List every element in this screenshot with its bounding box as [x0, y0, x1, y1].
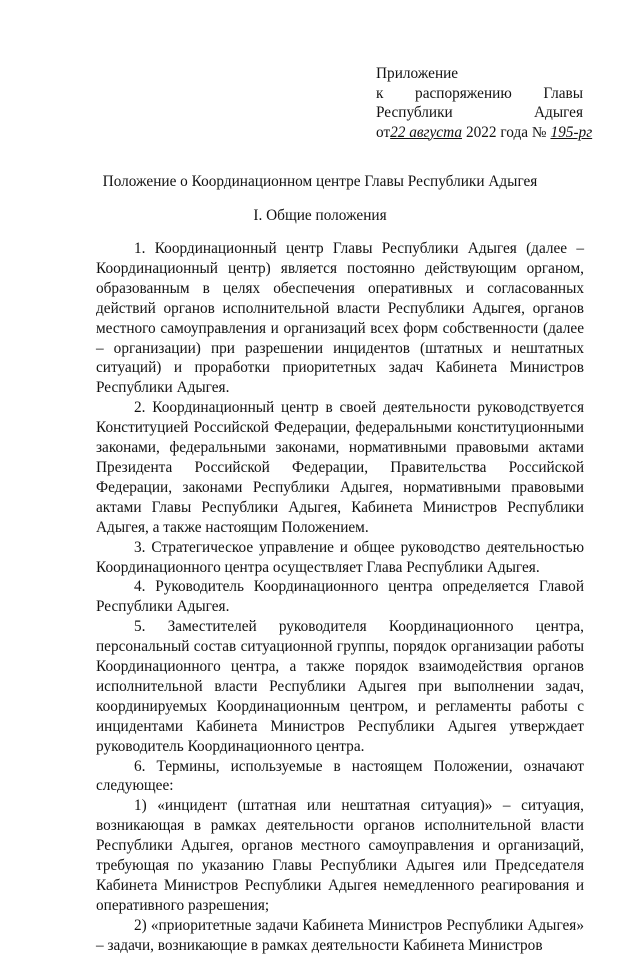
paragraph-6-item-1: 1) «инцидент (штатная или нештатная ситуация)» – ситуация, возникающая в рамках деятельности органов исполнительной власти Республики Адыгея, органов местного самоуправления и организаций, требующая по указанию Главы Республики Адыгея или Председателя Кабинета Министров Республики Адыгея немедленного реагирования и оперативного разрешения;	[96, 797, 584, 914]
appendix-line-3	[376, 103, 583, 123]
paragraph-2: 2. Координационный центр в своей деятельности руководствуется Конституцией Российской Федерации, федеральными конституционными законами, федеральными законами, нормативными правовыми актами Президента Российской Федерации, Правительства Российской Федерации, законами Республики Адыгея, нормативными правовыми актами Главы Республики Адыгея, Кабинета Министров Республики Адыгея, а также настоящим Положением.	[96, 399, 584, 536]
appendix-line-2	[376, 84, 583, 104]
appendix-from: от	[376, 123, 391, 141]
paragraph-4: 4. Руководитель Координационного центра определяется Главой Республики Адыгея.	[96, 578, 584, 616]
appendix-word-republic: Республики	[376, 104, 453, 121]
document-title: Положение о Координационном центре Главы Республики Адыгея	[102, 173, 538, 190]
paragraph-5: 5. Заместителей руководителя Координационного центра, персональный состав ситуационной группы, порядок организации работы Координационного центра, а также порядок взаимодействия органов исполнительной власти Республики Адыгея при выполнении задач, координируемых Координационным центром, и регламенты работы с инцидентами Кабинета Министров Республики Адыгея утверждает руководитель Координационного центра.	[96, 618, 584, 755]
document-body	[96, 239, 584, 956]
section-heading: I. Общие положения	[253, 207, 387, 224]
appendix-word-order: распоряжению	[415, 84, 512, 102]
appendix-year: 2022 года №	[465, 123, 547, 141]
appendix-date-handwritten: 22 августа	[390, 123, 462, 141]
paragraph-6: 6. Термины, используемые в настоящем Положении, означают следующее:	[96, 757, 584, 795]
appendix-number-handwritten: 195-рг	[550, 123, 593, 141]
paragraph-1: 1. Координационный центр Главы Республики Адыгея (далее – Координационный центр) является постоянно действующим органом, образованным в целях обеспечения оперативных и согласованных действий органов исполнительной власти Республики Адыгея, органов местного самоуправления и организаций всех форм собственности (далее – организации) при разрешении инцидентов (штатных и нештатных ситуаций) и проработки приоритетных задач Кабинета Министров Республики Адыгея.	[96, 240, 584, 397]
appendix-word-k: к	[376, 84, 384, 102]
paragraph-6-item-2: 2) «приоритетные задачи Кабинета Министров Республики Адыгея» – задачи, возникающие в рамках деятельности Кабинета Министров	[96, 916, 584, 954]
appendix-word-head: Главы	[543, 84, 583, 102]
appendix-line-1	[376, 64, 583, 84]
appendix-label: Приложение	[376, 65, 459, 82]
appendix-word-adygea: Адыгея	[533, 104, 583, 121]
appendix-block	[376, 64, 593, 142]
paragraph-3: 3. Стратегическое управление и общее руководство деятельностью Координационного центра осуществляет Глава Республики Адыгея.	[96, 538, 584, 576]
appendix-line-4	[376, 123, 593, 143]
